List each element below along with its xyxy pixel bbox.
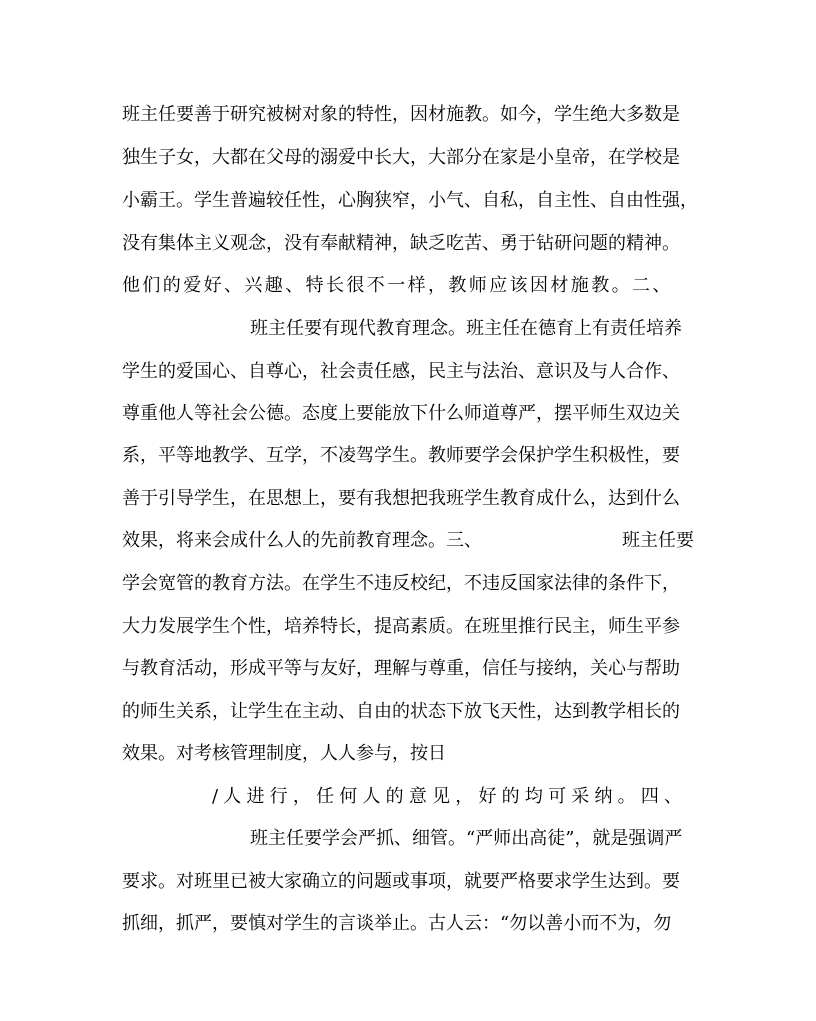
text-line: 学会宽管的教育方法。在学生不违反校纪，不违反国家法律的条件下， bbox=[122, 573, 680, 594]
text-line: 效果。对考核管理制度，人人参与，按日 bbox=[122, 743, 446, 764]
text-line: 抓细，抓严，要慎对学生的言谈举止。古人云：“勿以善小而不为，勿 bbox=[122, 913, 672, 934]
text-line: 班主任要学会严抓、细管。“严师出高徒”，就是强调严 bbox=[250, 828, 683, 849]
text-line: 大力发展学生个性，培养特长，提高素质。在班里推行民主，师生平参 bbox=[122, 616, 680, 637]
text-line: 独生子女，大都在父母的溺爱中长大，大部分在家是小皇帝，在学校是 bbox=[122, 147, 680, 168]
text-line: 班主任要 bbox=[622, 530, 694, 551]
text-line: 尊重他人等社会公德。态度上要能放下什么师道尊严，摆平师生双边关 bbox=[122, 403, 680, 424]
text-line: /人进行，任何人的意见，好的均可采纳。四、 bbox=[212, 786, 688, 807]
text-line: 小霸王。学生普遍较任性，心胸狭窄，小气、自私，自主性、自由性强， bbox=[122, 190, 698, 211]
text-line: 他们的爱好、兴趣、特长很不一样，教师应该因材施教。二、 bbox=[122, 275, 673, 296]
text-line: 的师生关系，让学生在主动、自由的状态下放飞天性，达到教学相长的 bbox=[122, 701, 680, 722]
text-line: 效果，将来会成什么人的先前教育理念。三、 bbox=[122, 530, 482, 551]
text-line: 学生的爱国心、自尊心，社会责任感，民主与法治、意识及与人合作、 bbox=[122, 361, 680, 382]
text-line: 与教育活动，形成平等与友好，理解与尊重，信任与接纳，关心与帮助 bbox=[122, 658, 680, 679]
text-line: 系，平等地教学、互学，不凌驾学生。教师要学会保护学生积极性，要 bbox=[122, 445, 680, 466]
text-line: 班主任要有现代教育理念。班主任在德育上有责任培养 bbox=[250, 318, 682, 339]
text-line: 善于引导学生，在思想上，要有我想把我班学生教育成什么，达到什么 bbox=[122, 488, 680, 509]
text-line: 班主任要善于研究被树对象的特性，因材施教。如今，学生绝大多数是 bbox=[122, 104, 680, 125]
text-line: 没有集体主义观念，没有奉献精神，缺乏吃苦、勇于钻研问题的精神。 bbox=[122, 233, 680, 254]
text-line: 要求。对班里已被大家确立的问题或事项，就要严格要求学生达到。要 bbox=[122, 871, 680, 892]
